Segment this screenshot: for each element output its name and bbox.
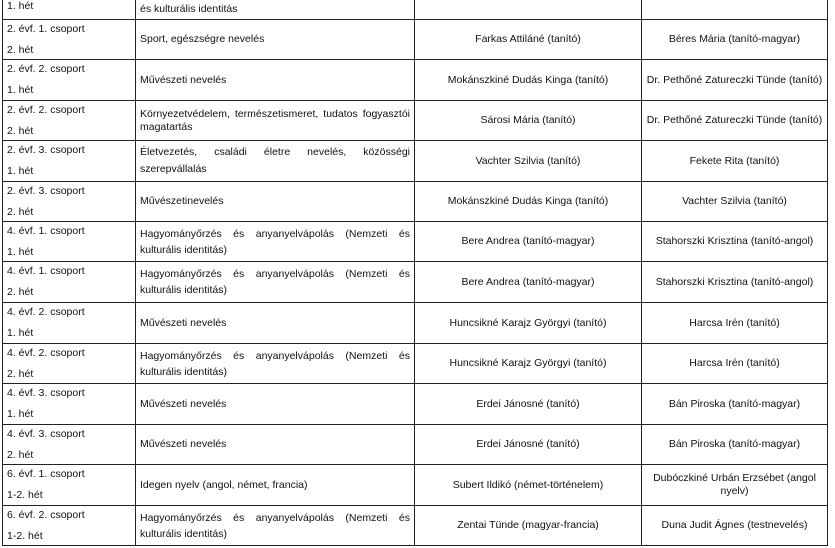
group-cell (3, 303, 136, 344)
group-cell (3, 182, 136, 222)
teacher1-name: Mokánszkiné Dudás Kinga (tanító) (447, 195, 609, 207)
group-cell (3, 101, 136, 141)
week-label: 1. hét (7, 84, 34, 96)
teacher2-cell (642, 506, 828, 546)
group-cell (3, 344, 136, 384)
table-row (3, 20, 828, 60)
topic-text: Hagyományőrzés és anyanyelvápolás (Nemzeti és kulturális identitás) (140, 349, 410, 378)
teacher1-name: Bere Andrea (tanító-magyar) (461, 275, 595, 288)
teacher2-name: Dr. Pethőné Zatureczki Tünde (tanító) (646, 114, 823, 126)
teacher2-cell (642, 101, 828, 141)
topic-text: Környezetvédelem, természetismeret, tudatos fogyasztói magatartás (140, 107, 410, 133)
teacher1-name: Farkas Attiláné (tanító) (475, 33, 581, 45)
group-name: 4. évf. 3. csoport (7, 387, 85, 399)
topic-cell (136, 101, 415, 141)
teacher2-name: Dr. Pethőné Zatureczki Tünde (tanító) (646, 73, 823, 86)
table-row (3, 141, 828, 182)
week-label: 1. hét (7, 327, 34, 339)
teacher1-name: Erdei Jánosné (tanító) (476, 438, 580, 450)
teacher2-cell (642, 60, 828, 101)
teacher1-name: Huncsikné Karajz Györgyi (tanító) (449, 316, 607, 329)
week-label: 2. hét (7, 286, 34, 298)
teacher2-cell (642, 222, 828, 262)
week-label: 2. hét (7, 448, 34, 461)
group-name: 4. évf. 1. csoport (7, 265, 85, 277)
table-row (3, 222, 828, 262)
teacher1-cell (415, 0, 642, 20)
week-label: 1. hét (7, 245, 34, 258)
group-name: 2. évf. 2. csoport (7, 103, 85, 116)
week-label: 2. hét (7, 43, 34, 56)
group-name: 6. évf. 1. csoport (7, 468, 85, 480)
topic-cell (136, 20, 415, 60)
teacher2-name: Harcsa Irén (tanító) (689, 357, 780, 369)
teacher2-cell (642, 141, 828, 182)
teacher1-name: Bere Andrea (tanító-magyar) (461, 235, 595, 247)
group-name: 6. évf. 2. csoport (7, 508, 85, 521)
teacher2-name: Fekete Rita (tanító) (689, 154, 780, 167)
topic-cell (136, 60, 415, 101)
teacher2-cell (642, 0, 828, 20)
table-row (3, 303, 828, 344)
teacher2-cell (642, 344, 828, 384)
teacher1-cell (415, 20, 642, 60)
group-name: 4. évf. 2. csoport (7, 306, 85, 318)
teacher2-name: Dubóczkiné Urbán Erzsébet (angol nyelv) (653, 472, 816, 497)
topic-cell (136, 344, 415, 384)
group-cell (3, 222, 136, 262)
group-name: 4. évf. 2. csoport (7, 346, 85, 359)
group-cell (3, 384, 136, 425)
teacher1-cell (415, 384, 642, 425)
topic-text: Művészeti nevelés (140, 316, 227, 329)
week-label: 1. hét (7, 0, 34, 12)
teacher1-cell (415, 344, 642, 384)
teacher2-cell (642, 425, 828, 465)
week-label: 1. hét (7, 165, 34, 177)
topic-cell (136, 465, 415, 506)
table-row (3, 262, 828, 303)
topic-text: Művészeti nevelés (140, 438, 227, 450)
topic-cell (136, 384, 415, 425)
group-cell (3, 60, 136, 101)
topic-text: Hagyományőrzés és anyanyelvápolás (Nemzeti és kulturális identitás) (140, 227, 410, 256)
teacher2-cell (642, 182, 828, 222)
topic-text: Hagyományőrzés és anyanyelvápolás (Nemzeti és kulturális identitás) (140, 511, 410, 540)
teacher2-name: Stahorszki Krisztina (tanító-angol) (655, 235, 814, 247)
teacher2-cell (642, 303, 828, 344)
topic-text: Művészetinevelés (140, 195, 224, 207)
table-row (3, 506, 828, 546)
group-cell (3, 20, 136, 60)
teacher1-name: Sárosi Mária (tanító) (480, 114, 576, 126)
table-row (3, 465, 828, 506)
teacher1-cell (415, 262, 642, 303)
teacher2-name: Bán Piroska (tanító-magyar) (668, 397, 801, 410)
teacher2-name: Béres Mária (tanító-magyar) (668, 33, 801, 45)
topic-text: Életvezetés, családi életre nevelés, közösségi szerepvállalás (140, 146, 410, 175)
teacher1-cell (415, 465, 642, 506)
week-label: 2. hét (7, 205, 34, 218)
week-label: 2. hét (7, 367, 34, 380)
week-label: 1-2. hét (7, 529, 43, 542)
topic-text: Művészeti nevelés (140, 73, 227, 86)
group-name: 4. évf. 3. csoport (7, 427, 85, 440)
table-row (3, 425, 828, 465)
teacher1-name: Erdei Jánosné (tanító) (476, 397, 580, 410)
teacher1-name: Huncsikné Karajz Györgyi (tanító) (449, 357, 607, 369)
group-cell (3, 506, 136, 546)
teacher1-cell (415, 506, 642, 546)
topic-cell (136, 303, 415, 344)
teacher1-cell (415, 425, 642, 465)
group-name: 2. évf. 2. csoport (7, 63, 85, 75)
teacher1-name: Mokánszkiné Dudás Kinga (tanító) (447, 73, 609, 86)
group-name: 2. évf. 1. csoport (7, 22, 85, 35)
teacher1-cell (415, 60, 642, 101)
topic-cell (136, 222, 415, 262)
teacher1-name: Zentai Tünde (magyar-francia) (457, 519, 599, 531)
group-cell (3, 0, 136, 20)
teacher2-cell (642, 262, 828, 303)
group-name: 4. évf. 1. csoport (7, 224, 85, 237)
group-name: 2. évf. 3. csoport (7, 144, 85, 156)
teacher1-cell (415, 222, 642, 262)
teacher2-cell (642, 384, 828, 425)
teacher2-name: Stahorszki Krisztina (tanító-angol) (655, 275, 814, 288)
topic-cell (136, 262, 415, 303)
schedule-body (3, 0, 828, 546)
table-row (3, 60, 828, 101)
group-cell (3, 262, 136, 303)
week-label: 1-2. hét (7, 489, 43, 501)
week-label: 1. hét (7, 408, 34, 420)
topic-cell (136, 506, 415, 546)
teacher1-cell (415, 303, 642, 344)
table-row (3, 384, 828, 425)
topic-text: Idegen nyelv (angol, német, francia) (140, 478, 308, 491)
table-row (3, 182, 828, 222)
table-row (3, 101, 828, 141)
group-name: 2. évf. 3. csoport (7, 184, 85, 197)
teacher1-name: Subert Ildikó (német-történelem) (452, 478, 604, 491)
group-cell (3, 465, 136, 506)
teacher2-name: Harcsa Irén (tanító) (689, 316, 780, 329)
topic-text: és kulturális identitás (140, 3, 238, 15)
schedule-table (2, 0, 828, 546)
group-cell (3, 141, 136, 182)
teacher1-cell (415, 141, 642, 182)
topic-cell (136, 0, 415, 20)
topic-text: Művészeti nevelés (140, 397, 227, 410)
teacher2-name: Duna Judit Ágnes (testnevelés) (661, 519, 808, 531)
topic-text: Sport, egészségre nevelés (140, 33, 265, 45)
teacher2-name: Vachter Szilvia (tanító) (682, 195, 787, 207)
topic-text: Hagyományőrzés és anyanyelvápolás (Nemzeti és kulturális identitás) (140, 268, 410, 296)
table-row (3, 0, 828, 20)
teacher1-cell (415, 182, 642, 222)
topic-cell (136, 182, 415, 222)
teacher2-name: Bán Piroska (tanító-magyar) (668, 438, 801, 450)
teacher2-cell (642, 465, 828, 506)
teacher1-cell (415, 101, 642, 141)
week-label: 2. hét (7, 124, 34, 137)
topic-cell (136, 141, 415, 182)
group-cell (3, 425, 136, 465)
topic-cell (136, 425, 415, 465)
teacher1-name: Vachter Szilvia (tanító) (475, 154, 581, 167)
teacher2-cell (642, 20, 828, 60)
table-row (3, 344, 828, 384)
